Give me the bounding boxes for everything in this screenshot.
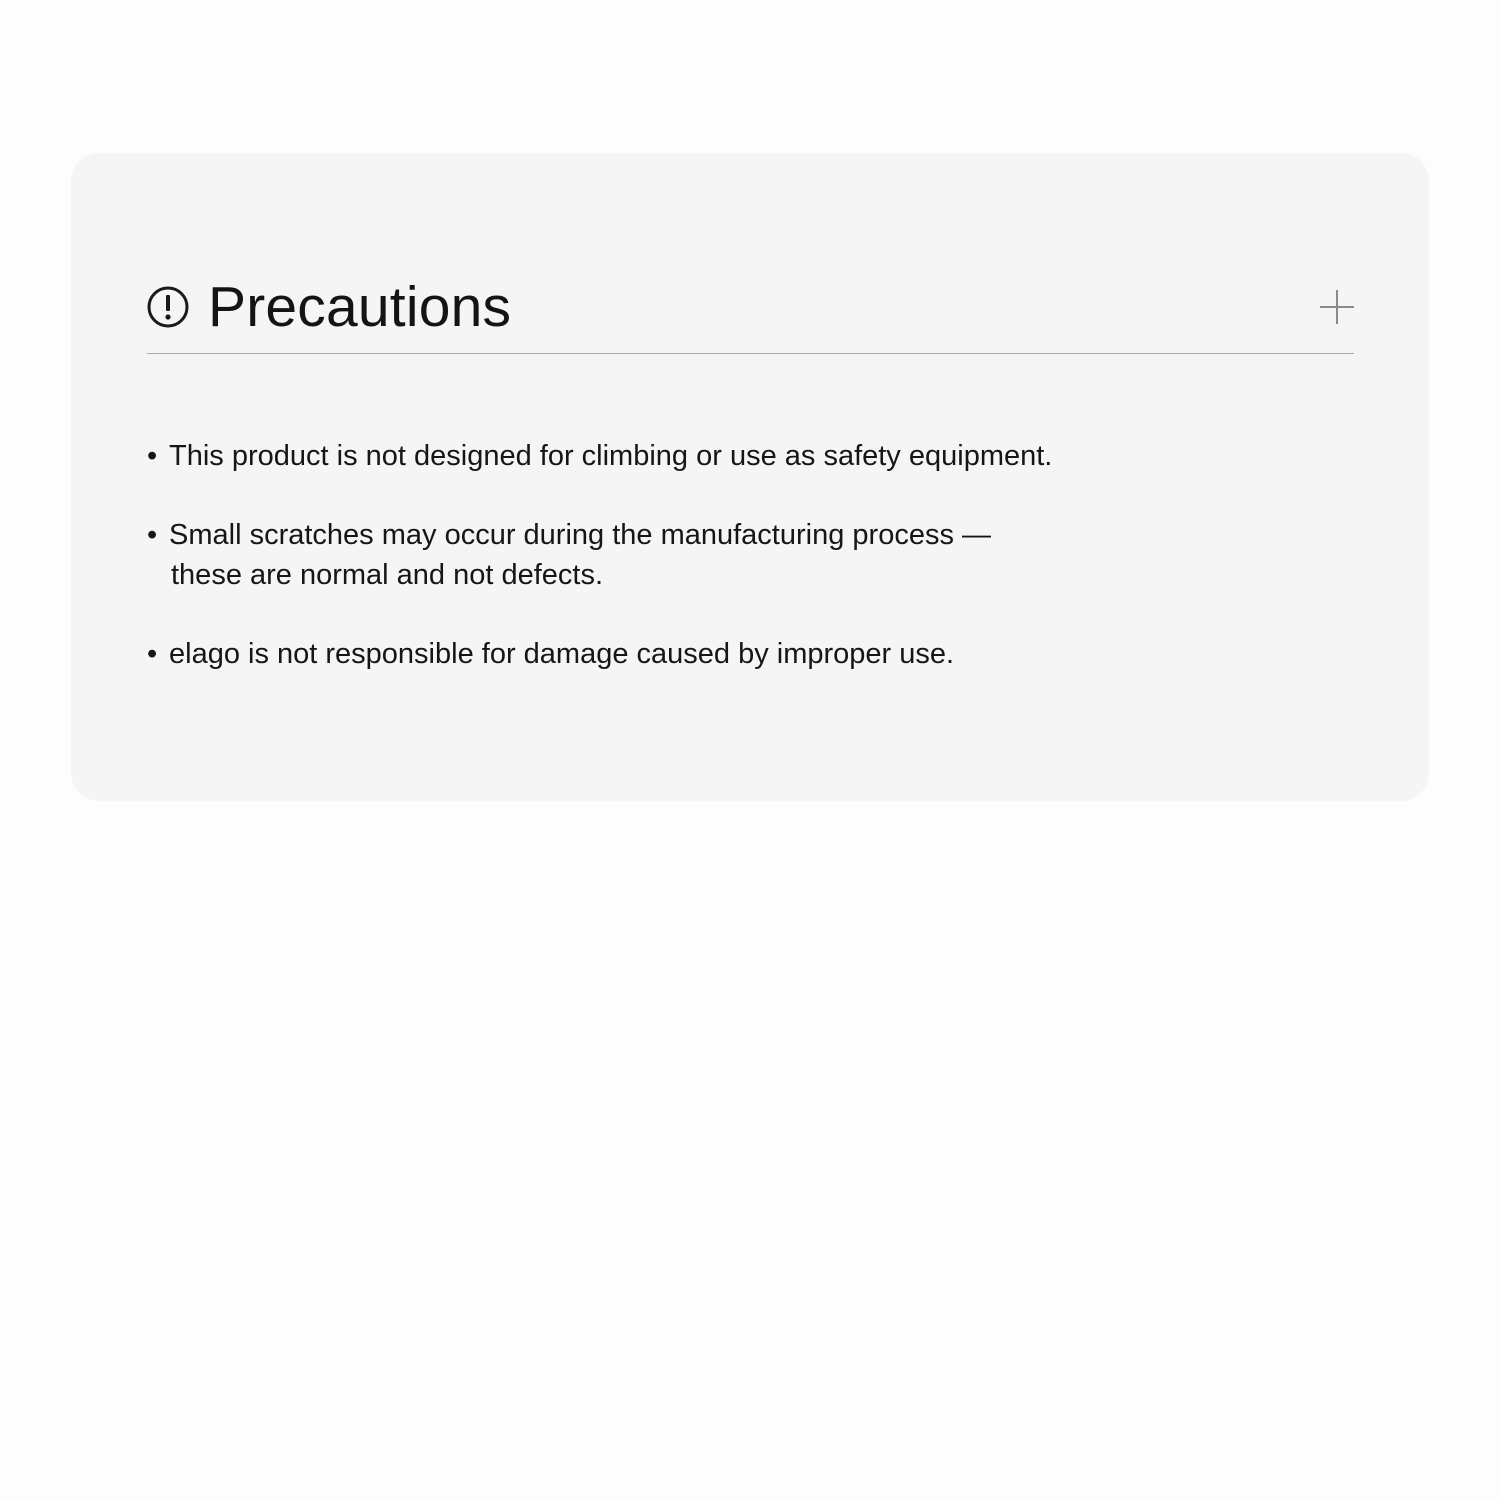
precautions-panel xyxy=(71,153,1429,801)
list-item xyxy=(147,515,1327,595)
list-item xyxy=(147,436,1327,476)
item-text: elago is not responsible for damage caused by improper use. xyxy=(169,638,955,670)
expand-toggle[interactable] xyxy=(1320,290,1354,324)
section-title: Precautions xyxy=(208,275,512,339)
item-text: This product is not designed for climbing or use as safety equipment. xyxy=(169,440,1053,472)
alert-circle-icon xyxy=(147,286,189,328)
precaution-list xyxy=(147,436,1327,713)
item-text-continued: these are normal and not defects. xyxy=(171,559,604,591)
list-item xyxy=(147,634,1327,674)
item-text: Small scratches may occur during the manufacturing process — xyxy=(169,519,992,551)
bullet-marker: • xyxy=(147,519,158,551)
bullet-marker: • xyxy=(147,638,158,670)
precautions-header[interactable] xyxy=(147,271,1354,354)
bullet-marker: • xyxy=(147,440,158,472)
plus-icon xyxy=(1320,290,1354,324)
